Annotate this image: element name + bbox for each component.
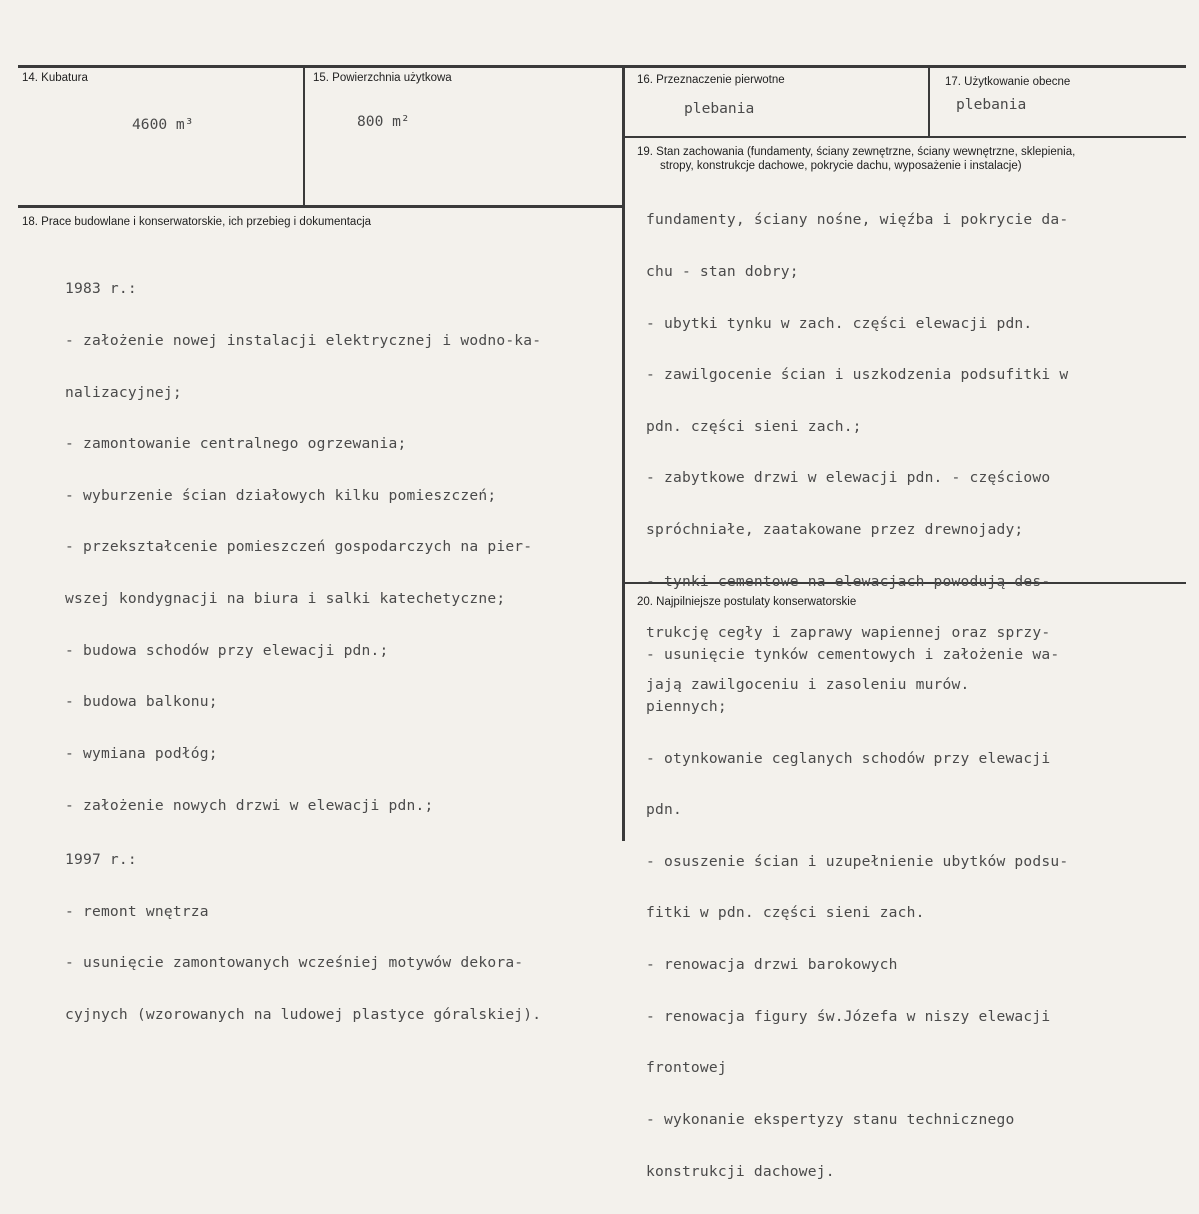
field-14-label: 14. Kubatura: [22, 72, 88, 84]
field-18-label: 18. Prace budowlane i konserwatorskie, ich przebieg i dokumentacja: [22, 216, 372, 228]
text-line: wszej kondygnacji na biura i salki katechetyczne;: [65, 590, 506, 608]
text-line: - budowa balkonu;: [65, 693, 218, 711]
field-16-value: plebania: [684, 100, 755, 117]
text-line: - otynkowanie ceglanych schodów przy elewacji: [646, 749, 1051, 767]
text-line: 1997 r.:: [65, 851, 137, 869]
text-line: - wykonanie ekspertyzy stanu technicznego: [646, 1110, 1015, 1128]
text-line: - zabytkowe drzwi w elewacji pdn. - częściowo: [646, 469, 1051, 487]
text-line: chu - stan dobry;: [646, 263, 799, 281]
field-14-value: 4600 m³: [132, 116, 194, 133]
text-line: - wyburzenie ścian działowych kilku pomieszczeń;: [65, 486, 497, 504]
top-rule: [18, 65, 1186, 68]
text-line: - renowacja drzwi barokowych: [646, 956, 898, 974]
text-line: pdn. części sieni zach.;: [646, 417, 862, 435]
field-18-text: [65, 246, 541, 1058]
text-line: jają zawilgoceniu i zasoleniu murów.: [646, 675, 970, 693]
field-20-text: [646, 612, 1068, 1214]
rule-above-18: [18, 205, 624, 208]
text-line: spróchniałe, zaatakowane przez drewnojady;: [646, 521, 1024, 539]
text-line: - zamontowanie centralnego ogrzewania;: [65, 435, 407, 453]
text-line: - usunięcie zamontowanych wcześniej motywów dekora-: [65, 954, 524, 972]
text-line: - założenie nowych drzwi w elewacji pdn.;: [65, 796, 434, 814]
text-line: pdn.: [646, 801, 682, 819]
text-line: - przekształcenie pomieszczeń gospodarczych na pier-: [65, 538, 533, 556]
text-line: - osuszenie ścian i uzupełnienie ubytków podsu-: [646, 852, 1069, 870]
text-line: cyjnych (wzorowanych na ludowej plastyce góralskiej).: [65, 1005, 542, 1023]
field-17-label: 17. Użytkowanie obecne: [945, 76, 1071, 88]
text-line: - budowa schodów przy elewacji pdn.;: [65, 641, 389, 659]
text-line: - renowacja figury św.Józefa w niszy elewacji: [646, 1007, 1051, 1025]
text-line: frontowej: [646, 1059, 727, 1077]
text-line: trukcję cegły i zaprawy wapiennej oraz sprzy-: [646, 624, 1051, 642]
field-16-label: 16. Przeznaczenie pierwotne: [637, 74, 785, 86]
text-line: - wymiana podłóg;: [65, 744, 218, 762]
field-15-value: 800 m²: [357, 113, 410, 130]
divider-left-right: [622, 66, 625, 841]
text-line: 1983 r.:: [65, 280, 137, 298]
field-15-label: 15. Powierzchnia użytkowa: [313, 72, 452, 84]
text-line: - remont wnętrza: [65, 902, 209, 920]
text-line: - usunięcie tynków cementowych i założenie wa-: [646, 646, 1060, 664]
text-line: piennych;: [646, 698, 727, 716]
field-17-value: plebania: [956, 96, 1027, 113]
text-line: fitki w pdn. części sieni zach.: [646, 904, 925, 922]
text-line: - założenie nowej instalacji elektrycznej i wodno-ka-: [65, 332, 542, 350]
field-19-label-cont: stropy, konstrukcje dachowe, pokrycie dachu, wyposażenie i instalacje): [660, 160, 1022, 172]
text-line: - zawilgocenie ścian i uszkodzenia podsufitki w: [646, 366, 1069, 384]
divider-16-17: [928, 66, 930, 137]
field-19-label: 19. Stan zachowania (fundamenty, ściany zewnętrzne, ściany wewnętrzne, sklepienia,: [637, 146, 1076, 158]
rule-above-19: [624, 136, 1186, 138]
text-line: konstrukcji dachowej.: [646, 1162, 835, 1180]
text-line: nalizacyjnej;: [65, 383, 182, 401]
divider-14-15: [303, 66, 305, 206]
text-line: - ubytki tynku w zach. części elewacji pdn.: [646, 314, 1033, 332]
field-20-label: 20. Najpilniejsze postulaty konserwatorskie: [637, 596, 857, 608]
text-line: - tynki cementowe na elewacjach powodują des-: [646, 572, 1051, 590]
text-line: fundamenty, ściany nośne, więźba i pokrycie da-: [646, 211, 1069, 229]
